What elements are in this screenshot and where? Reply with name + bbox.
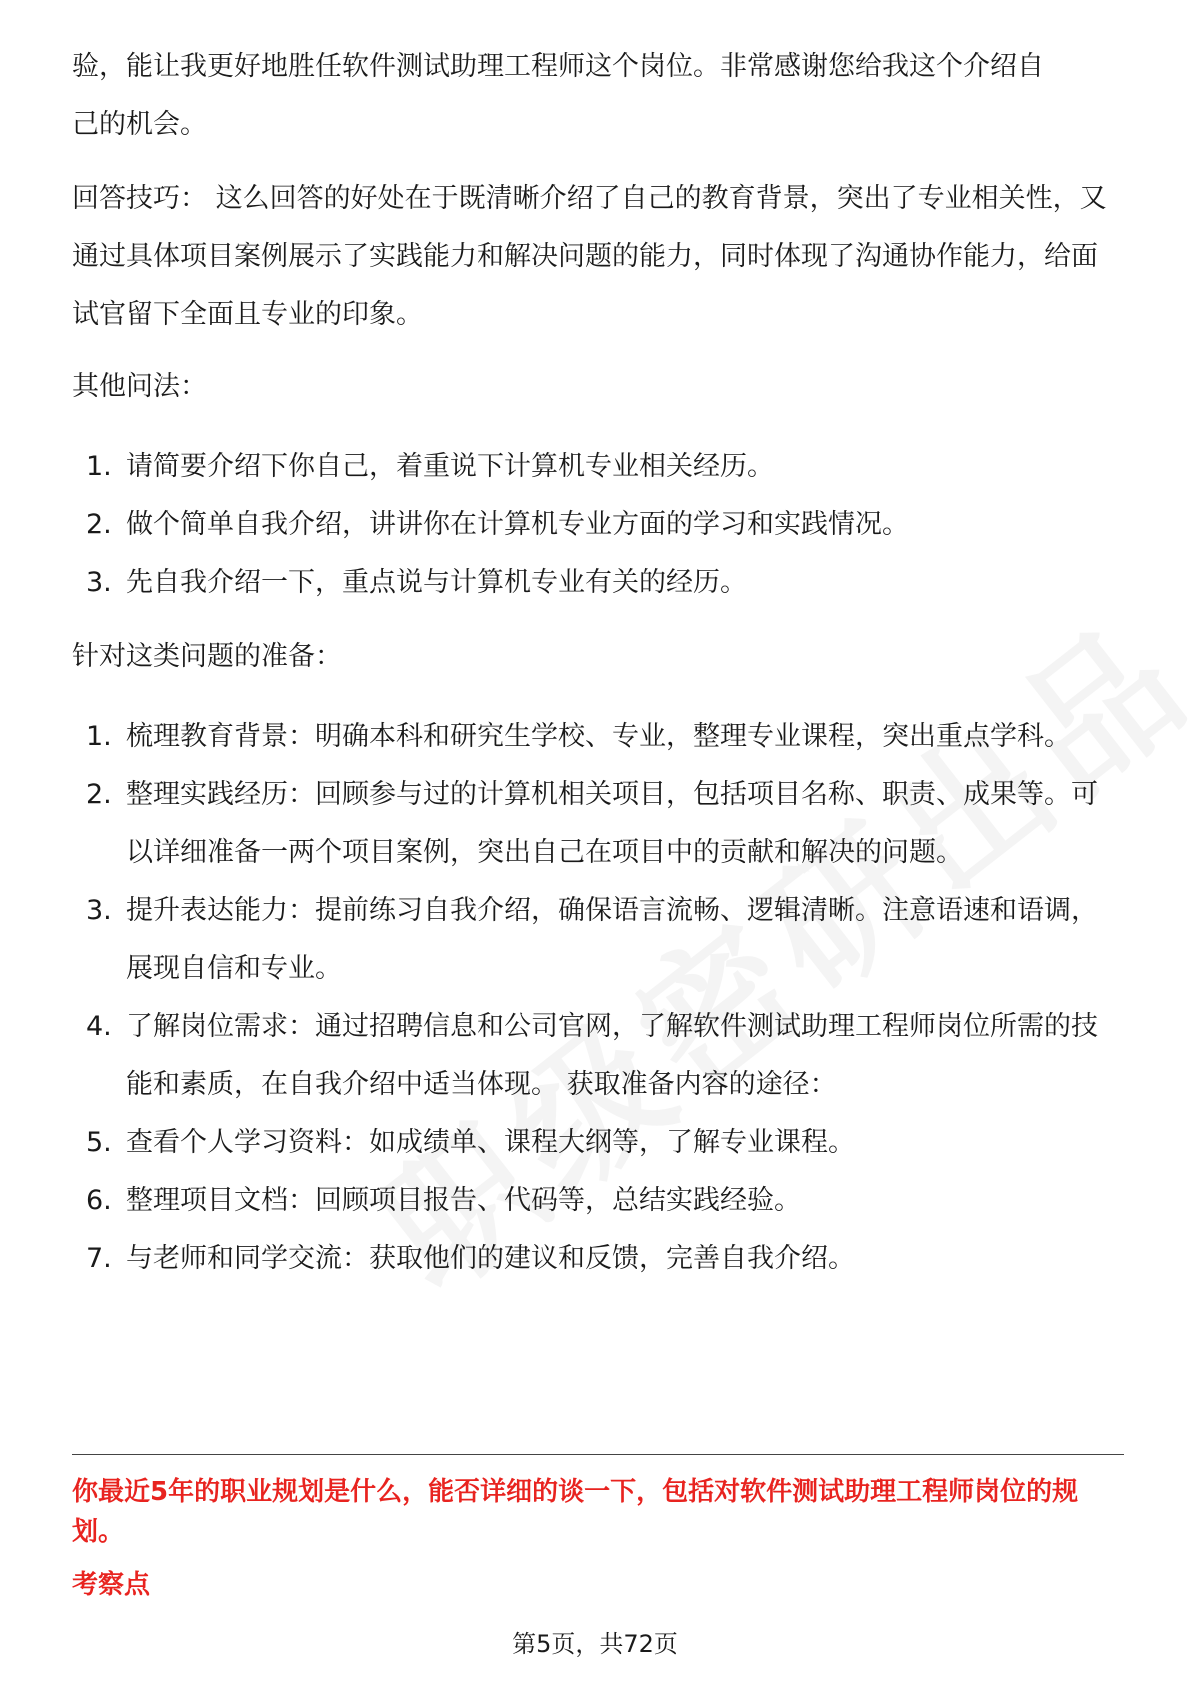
- list-number: 2.: [86, 509, 112, 540]
- list-item-text: 做个简单自我介绍，讲讲你在计算机专业方面的学习和实践情况。: [126, 509, 909, 540]
- list-number: 3.: [86, 567, 112, 598]
- list-item-text: 查看个人学习资料：如成绩单、课程大纲等，了解专业课程。: [126, 1127, 855, 1158]
- list-item: [72, 882, 1122, 998]
- list-number: 5.: [86, 1127, 112, 1158]
- question-subtitle: 考察点: [72, 1570, 151, 1600]
- question-title: 你最近5年的职业规划是什么，能否详细的谈一下，包括对软件测试助理工程师岗位的规划。: [72, 1477, 1079, 1547]
- list-item-text: 整理项目文档：回顾项目报告、代码等，总结实践经验。: [126, 1185, 801, 1216]
- preparation-list: [72, 708, 1122, 1288]
- list-item-text: 整理实践经历：回顾参与过的计算机相关项目，包括项目名称、职责、成果等。可以详细准备一两个项目案例，突出自己在项目中的贡献和解决的问题。: [126, 779, 1098, 868]
- list-item: [72, 1114, 1122, 1172]
- list-item: [72, 496, 1122, 554]
- list-item: [72, 554, 1122, 612]
- list-item: [72, 438, 1122, 496]
- intro-line-1: 验，能让我更好地胜任软件测试助理工程师这个岗位。非常感谢您给我这个介绍自: [72, 51, 1044, 82]
- list-item-text: 先自我介绍一下，重点说与计算机专业有关的经历。: [126, 567, 747, 598]
- list-number: 6.: [86, 1185, 112, 1216]
- section-divider: [72, 1454, 1124, 1455]
- list-item: [72, 766, 1122, 882]
- preparation-heading: 针对这类问题的准备：: [72, 641, 342, 672]
- list-item-text: 梳理教育背景：明确本科和研究生学校、专业，整理专业课程，突出重点学科。: [126, 721, 1071, 752]
- list-number: 1.: [86, 451, 112, 482]
- list-number: 7.: [86, 1243, 112, 1274]
- list-item-text: 了解岗位需求：通过招聘信息和公司官网，了解软件测试助理工程师岗位所需的技能和素质，在自我介绍中适当体现。 获取准备内容的途径：: [126, 1011, 1098, 1100]
- list-item: [72, 708, 1122, 766]
- list-item: [72, 998, 1122, 1114]
- list-item: [72, 1230, 1122, 1288]
- list-number: 3.: [86, 895, 112, 926]
- other-questions-heading: 其他问法：: [72, 371, 207, 402]
- list-item: [72, 1172, 1122, 1230]
- list-number: 1.: [86, 721, 112, 752]
- answer-tip: 回答技巧： 这么回答的好处在于既清晰介绍了自己的教育背景，突出了专业相关性，又通过具体项目案例展示了实践能力和解决问题的能力，同时体现了沟通协作能力，给面试官留下全面且专业的印象。: [72, 183, 1107, 330]
- list-item-text: 提升表达能力：提前练习自我介绍，确保语言流畅、逻辑清晰。注意语速和语调，展现自信和专业。: [126, 895, 1098, 984]
- page-number: 第5页，共72页: [512, 1630, 678, 1658]
- list-item-text: 与老师和同学交流：获取他们的建议和反馈，完善自我介绍。: [126, 1243, 855, 1274]
- list-number: 2.: [86, 779, 112, 810]
- other-questions-list: [72, 438, 1122, 612]
- intro-line-2: 己的机会。: [72, 109, 207, 140]
- list-number: 4.: [86, 1011, 112, 1042]
- list-item-text: 请简要介绍下你自己，着重说下计算机专业相关经历。: [126, 451, 774, 482]
